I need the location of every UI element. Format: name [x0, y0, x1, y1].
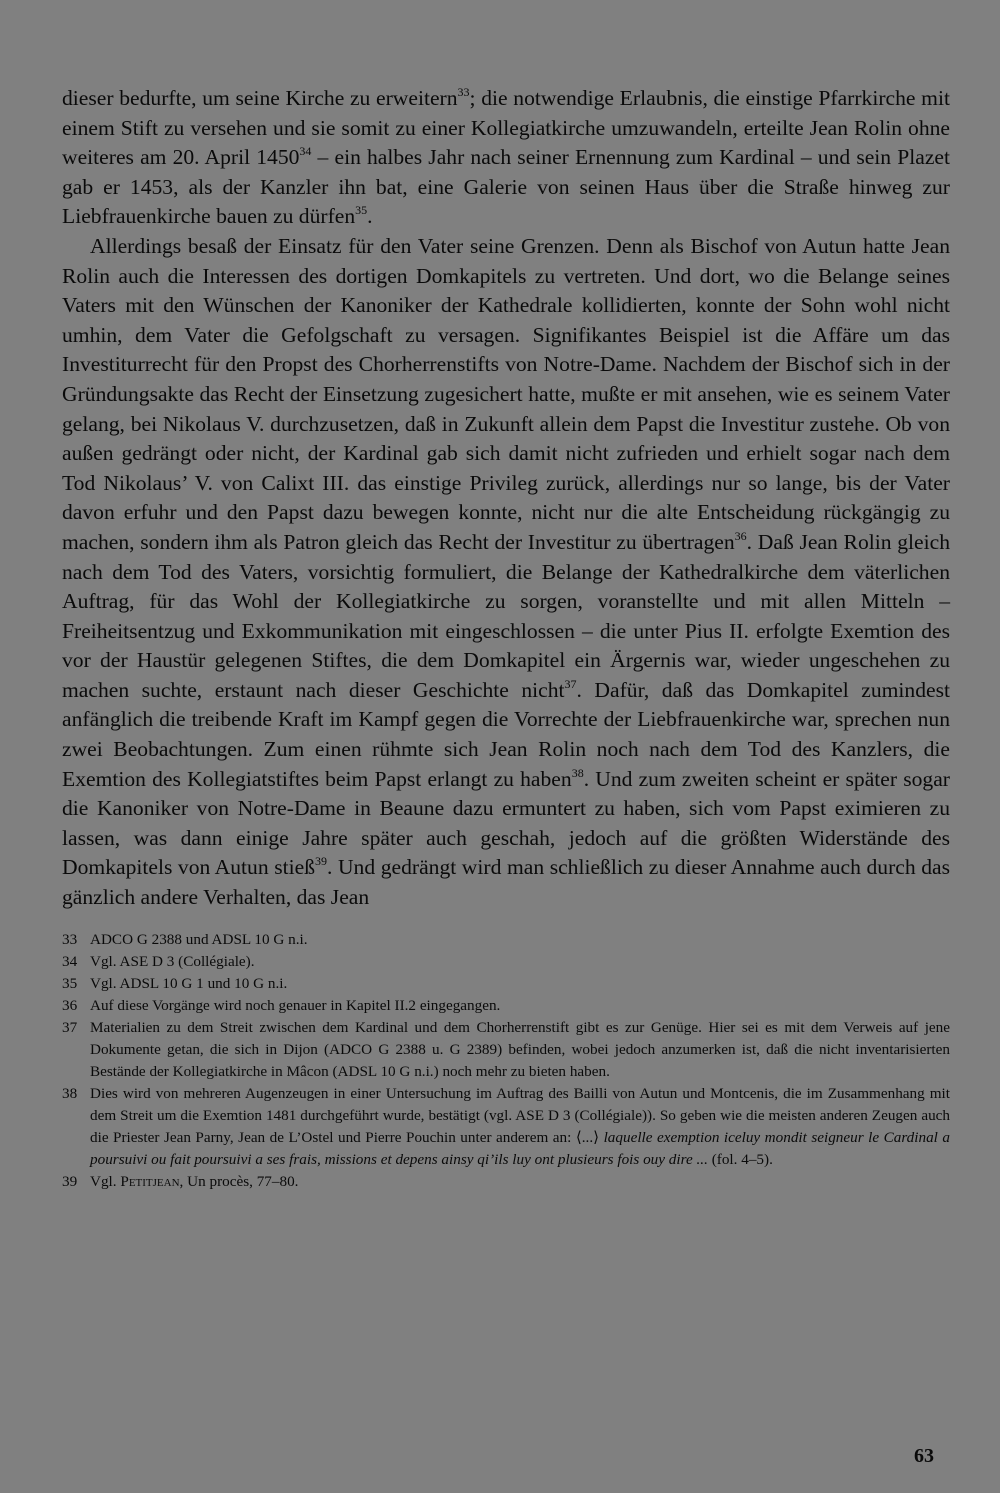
- page-content: [62, 84, 950, 1193]
- footnote-text: [90, 1171, 950, 1193]
- footnote-text: Vgl. ADSL 10 G 1 und 10 G n.i.: [90, 974, 288, 992]
- text-run: ; die notwendige Erlaubnis, die einstige Pfarrkirche mit einem Stift zu versehen und sie somit zu einer Kollegiatkirche umzuwandeln, erteilte Jean Rolin ohne weiteres am 20. April 1450: [62, 86, 950, 170]
- footnote-text: Auf diese Vorgänge wird noch genauer in Kapitel II.2 eingegangen.: [90, 996, 501, 1014]
- text-run: . Und zum zweiten scheint er später sogar die Kanoniker von Notre-Dame in Beaune dazu ermuntert zu haben, sich vom Papst eximieren zu lassen, was dann einige Jahre später auch geschah, jedoch auf die größten Widerstände des Domkapitels von Autun stieß: [62, 766, 950, 880]
- text-run: – ein halbes Jahr nach seiner Ernennung zum Kardinal – und sein Plazet gab er 1453, als der Kanzler ihn bat, eine Galerie von seinen Haus über die Straße hinweg zur Liebfrauenkirche bauen zu dürfen: [62, 145, 950, 229]
- footnote-ref-38: 38: [571, 765, 584, 780]
- footnote-text-run: Vgl.: [90, 1172, 121, 1190]
- footnote-number: 34: [62, 952, 78, 970]
- footnote-ref-35: 35: [355, 203, 368, 218]
- footnote-38: [62, 1083, 950, 1171]
- footnote-text: ADCO G 2388 und ADSL 10 G n.i.: [90, 930, 308, 948]
- footnote-quote: laquelle exemption iceluy mondit seigneur le Cardinal a poursuivi ou fait poursuivi a ses frais, missions et depens ainsy qi’ils luy ont plusieurs fois ouy dire ...: [90, 1128, 950, 1168]
- footnote-37: [62, 1017, 950, 1083]
- footnote-number: 37: [62, 1018, 78, 1036]
- footnote-33: [62, 929, 950, 951]
- text-run: .: [367, 204, 373, 229]
- footnote-text: Materialien zu dem Streit zwischen dem Kardinal und dem Chorherrenstift gibt es zur Genüge. Hier sei es mit dem Verweis auf jene Dokumente getan, die sich in Dijon (ADCO G 2388 u. G 2389) befinden, wobei jedoch anzumerken ist, daß die nicht inventarisierten Bestände der Kollegiatkirche in Mâcon (ADSL 10 G n.i.) noch mehr zu bieten haben.: [90, 1018, 950, 1080]
- footnote-ref-37: 37: [564, 676, 577, 691]
- footnote-number: 38: [62, 1084, 78, 1102]
- footnote-35: [62, 973, 950, 995]
- footnote-text-run: Dies wird von mehreren Augenzeugen in einer Untersuchung im Auftrag des Bailli von Autun und Montcenis, die im Zusammenhang mit dem Streit um die Exemtion 1481 durchgeführt wurde, bestätigt (vgl. ASE D 3 (Collégiale)). So geben wie die meisten anderen Zeugen auch die Priester Jean Parny, Jean de L’Ostel und Pierre Pouchin unter anderem an: ⟨...⟩: [90, 1084, 950, 1146]
- footnote-number: 33: [62, 930, 78, 948]
- footnote-36: [62, 995, 950, 1017]
- text-run: . Und gedrängt wird man schließlich zu dieser Annahme auch durch das gänzlich andere Verhalten, das Jean: [62, 855, 950, 910]
- footnote-ref-36: 36: [734, 528, 747, 543]
- footnote-text: [90, 1083, 950, 1171]
- footnote-ref-34: 34: [299, 144, 312, 159]
- page-number: 63: [914, 1445, 934, 1467]
- footnote-text-run: , Un procès, 77–80.: [179, 1172, 299, 1190]
- footnote-ref-33: 33: [457, 85, 470, 99]
- paragraph-1: [62, 84, 950, 232]
- text-run: . Daß Jean Rolin gleich nach dem Tod des Vaters, vorsichtig formuliert, die Belange der Kathedralkirche dem väterlichen Auftrag, für das Wohl der Kollegiatkirche zu sorgen, voranstellte und mit allen Mitteln – Freiheitsentzug und Exkommunikation mit eingeschlossen – die unter Pius II. erfolgte Exemtion des vor der Haustür gelegenen Stiftes, die dem Domkapitel ein Ärgernis war, wieder ungeschehen zu machen suchte, erstaunt nach dieser Geschichte nicht: [62, 529, 951, 702]
- footnote-number: 36: [62, 996, 78, 1014]
- footnote-text-run: (fol. 4–5).: [707, 1150, 773, 1168]
- footnote-number: 39: [62, 1172, 78, 1190]
- paragraph-2: [62, 232, 950, 913]
- footnote-author: Petitjean: [120, 1172, 180, 1190]
- footnote-39: [62, 1171, 950, 1193]
- footnote-ref-39: 39: [315, 854, 327, 869]
- text-run: . Dafür, daß das Domkapitel zumindest anfänglich die treibende Kraft im Kampf gegen die Vorrechte der Liebfrauenkirche war, sprechen nun zwei Beobachtungen. Zum einen rühmte sich Jean Rolin noch nach dem Tod des Kanzlers, die Exemtion des Kollegiatstiftes beim Papst erlangt zu haben: [62, 677, 950, 791]
- footnote-34: [62, 951, 950, 973]
- text-run: Allerdings besaß der Einsatz für den Vater seine Grenzen. Denn als Bischof von Autun hatte Jean Rolin auch die Interessen des dortigen Domkapitels zu vertreten. Und dort, wo die Belange seines Vaters mit den Wünschen der Kanoniker der Kathedrale kollidierten, konnte der Sohn wohl nicht umhin, dem Vater die Gefolgschaft zu versagen. Signifikantes Beispiel ist die Affäre um das Investiturrecht für den Propst des Chorherrenstifts von Notre-Dame. Nachdem der Bischof sich in der Gründungsakte das Recht der Einsetzung zugesichert hatte, mußte er mit ansehen, wie es seinem Vater gelang, bei Nikolaus V. durchzusetzen, daß in Zukunft allein dem Papst die Investitur zustehe. Ob von außen gedrängt oder nicht, der Kardinal gab sich damit nicht zufrieden und erhielt sogar nach dem Tod Nikolaus’ V. von Calixt III. das einstige Privileg zurück, allerdings nur so lange, bis der Vater davon erfuhr und den Papst dazu bewegen konnte, nicht nur die alte Entscheidung rückgängig zu machen, sondern ihm als Patron gleich das Recht der Investitur zu übertragen: [62, 233, 950, 554]
- footnotes: [62, 929, 950, 1193]
- text-run: dieser bedurfte, um seine Kirche zu erweitern: [62, 86, 458, 110]
- footnote-number: 35: [62, 974, 78, 992]
- footnote-text: Vgl. ASE D 3 (Collégiale).: [90, 952, 255, 970]
- body-text: [62, 84, 950, 913]
